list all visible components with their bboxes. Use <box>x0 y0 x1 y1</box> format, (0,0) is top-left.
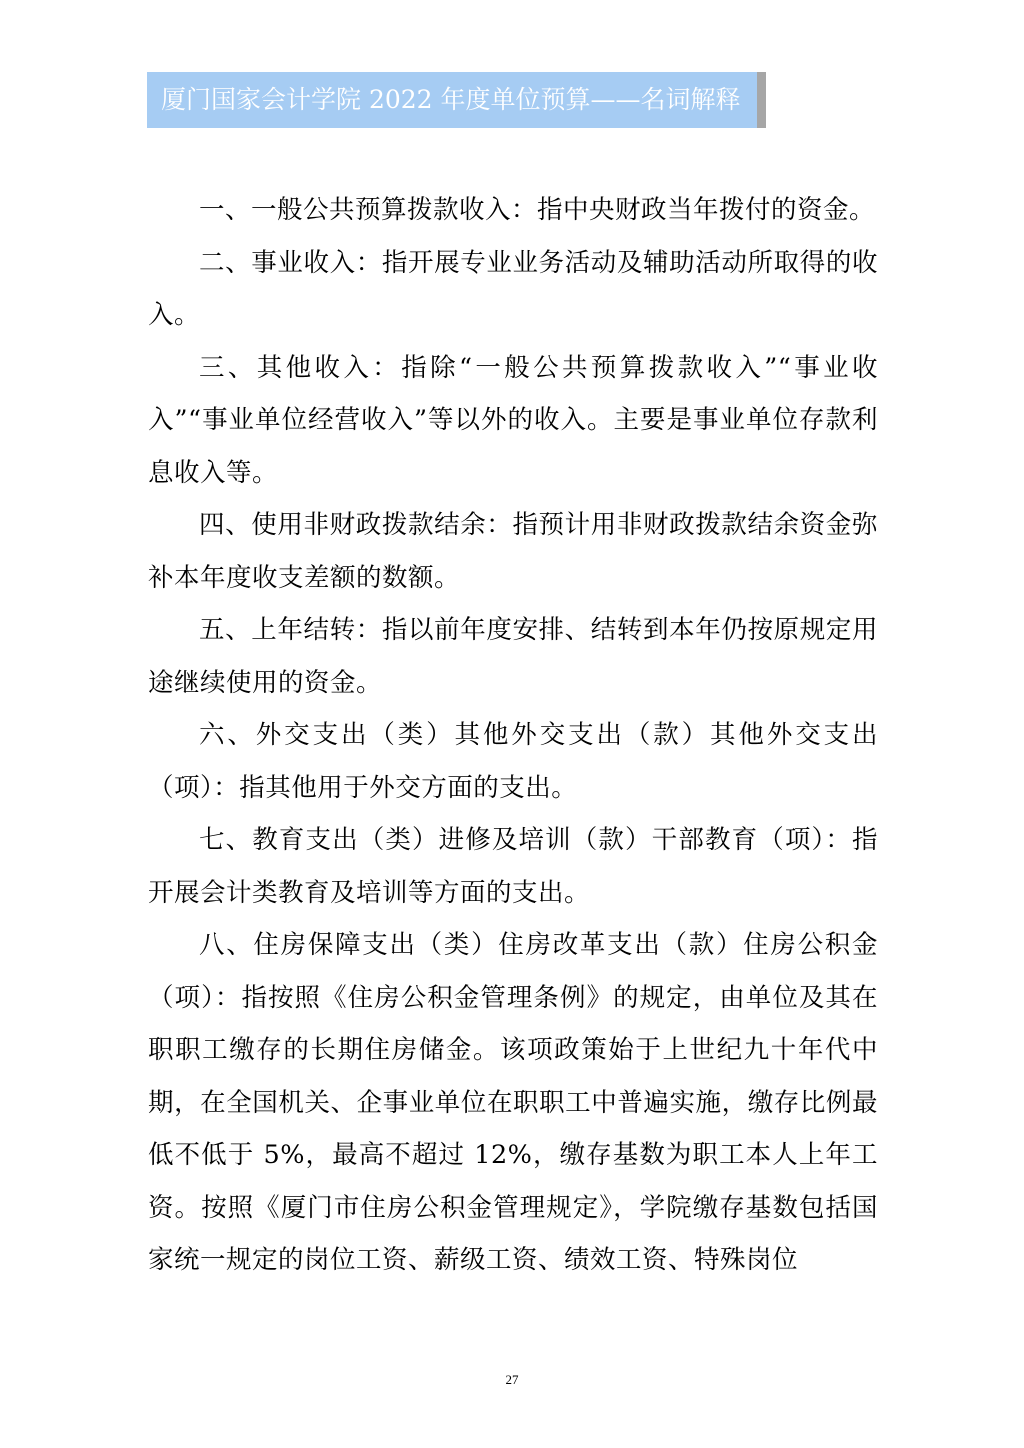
paragraph-3 <box>148 342 878 500</box>
term-label: 二、事业收入： <box>199 247 382 278</box>
header-banner <box>147 72 766 128</box>
paragraph-5 <box>148 604 878 709</box>
paragraph-1 <box>148 184 878 237</box>
term-label: 一、一般公共预算拨款收入： <box>199 195 538 225</box>
page-number: 27 <box>505 1372 519 1387</box>
term-definition: 指中央财政当年拨付的资金。 <box>537 195 876 225</box>
term-definition: 指除“一般公共预算拨款收入”“事业收入”“事业单位经营收入”等以外的收入。主要是事业单位存款利息收入等。 <box>148 352 878 488</box>
paragraph-2 <box>148 237 878 342</box>
term-definition: 指预计用非财政拨款结余资金弥补本年度收支差额的数额。 <box>148 510 878 593</box>
document-body <box>148 184 878 1287</box>
term-label: 五、上年结转： <box>199 615 382 645</box>
term-definition: 指其他用于外交方面的支出。 <box>239 772 578 803</box>
term-label: 七、教育支出（类）进修及培训（款）干部教育（项）： <box>199 825 852 855</box>
paragraph-4 <box>148 499 878 604</box>
term-definition: 指开展专业业务活动及辅助活动所取得的收入。 <box>148 247 878 330</box>
term-definition: 指以前年度安排、结转到本年仍按原规定用途继续使用的资金。 <box>148 615 878 698</box>
term-label: 三、其他收入： <box>199 352 402 383</box>
paragraph-8 <box>148 919 878 1287</box>
term-label: 六、外交支出（类）其他外交支出（款）其他外交支出（项）： <box>148 720 878 803</box>
term-label: 八、住房保障支出（类）住房改革支出（款）住房公积金（项）： <box>148 930 878 1013</box>
term-label: 四、使用非财政拨款结余： <box>199 510 513 540</box>
document-title: 厦门国家会计学院 2022 年度单位预算——名词解释 <box>161 85 741 114</box>
paragraph-6 <box>148 709 878 814</box>
paragraph-7 <box>148 814 878 919</box>
term-definition: 指按照《住房公积金管理条例》的规定，由单位及其在职职工缴存的长期住房储金。该项政策始于上世纪九十年代中期，在全国机关、企事业单位在职职工中普遍实施，缴存比例最低不低于 5%，最高不超过 12%，缴存基数为职工本人上年工资。按照《厦门市住房公积金管理规定》，学院缴存基数包括国家统一规定的岗位工资、薪级工资、绩效工资、特殊岗位 <box>148 982 878 1275</box>
term-definition: 指开展会计类教育及培训等方面的支出。 <box>148 825 878 908</box>
